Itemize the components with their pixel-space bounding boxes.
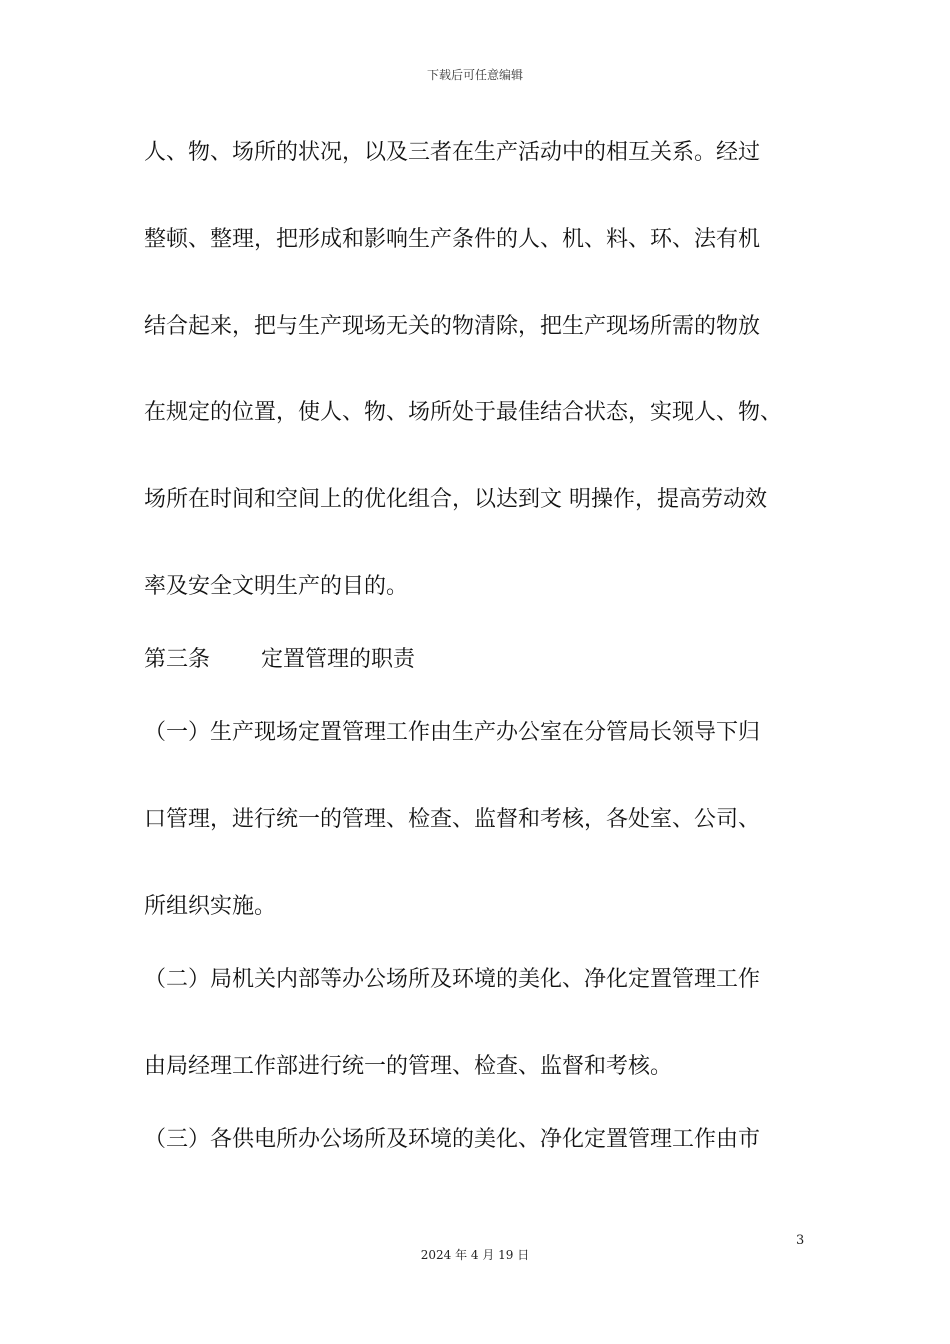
footer-date: 2024 年 4 月 19 日	[420, 1248, 530, 1262]
article-title: 定置管理的职责	[261, 647, 416, 672]
paragraph-line: 由局经理工作部进行统一的管理、检查、监督和考核。	[144, 1054, 673, 1079]
paragraph-line: 在规定的位置，使人、物、场所处于最佳结合状态，实现人、物、	[144, 400, 783, 425]
page-header: 下载后可任意编辑	[426, 68, 523, 82]
paragraph-line: 结合起来，把与生产现场无关的物清除，把生产现场所需的物放	[144, 314, 761, 339]
article-number: 第三条	[144, 647, 211, 672]
paragraph-line: 场所在时间和空间上的优化组合，以达到文 明操作，提高劳动效	[144, 487, 767, 512]
article-heading	[144, 645, 415, 675]
paragraph-line: （三）各供电所办公场所及环境的美化、净化定置管理工作由市	[144, 1127, 761, 1152]
paragraph-line: 口管理，进行统一的管理、检查、监督和考核，各处室、公司、	[144, 807, 761, 832]
paragraph-line: 率及安全文明生产的目的。	[144, 574, 409, 599]
paragraph-line: （二）局机关内部等办公场所及环境的美化、净化定置管理工作	[144, 967, 761, 992]
paragraph-line: 人、物、场所的状况，以及三者在生产活动中的相互关系。经过	[144, 140, 761, 165]
page-number: 3	[796, 1233, 805, 1248]
paragraph-line: 所组织实施。	[144, 894, 277, 919]
paragraph-line: （一）生产现场定置管理工作由生产办公室在分管局长领导下归	[144, 720, 761, 745]
paragraph-line: 整顿、整理，把形成和影响生产条件的人、机、料、环、法有机	[144, 227, 761, 252]
